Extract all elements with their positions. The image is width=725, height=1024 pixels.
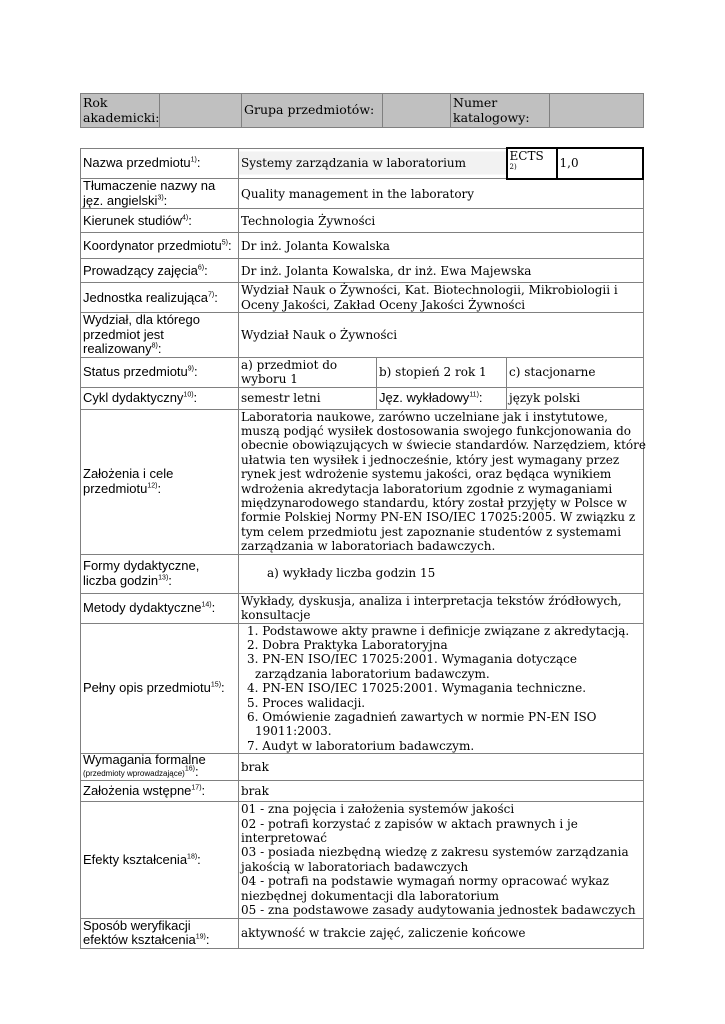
footnote: 7) — [208, 291, 215, 299]
text-line: 02 - potrafi korzystać z zapisów w aktach prawnych i je — [241, 816, 578, 831]
course-table: Nazwa przedmiotu$^{1)}$: Systemy zarządzania w laboratorium ECTS $^{2)}$ 1,0 Tłumaczenie nazwy na jęz. angielski$^{3)}$: Quality management in the laboratory Kierunek studiów$^{4)}$: Technologia Żywności Koordynator przedmiotu$^{5)}$: Dr inż. Jolanta Kowalska Prowadzący zajęcia$^{6)}$: Dr inż. Jolanta Kowalska, dr inż. Ewa Majewska Jednostka realizująca$^{7)}$: Wydział Nauk o Żywności, Kat. Biotechnologii, Mikrobiologii i Oceny Jakości, Zakład Oceny Jakości Żywności Wydział, dla którego przedmiot jest realizowany$^{8)}$: Wydział Nauk o Żywności Status przedmiotu$^{9)}$: a) przedmiot do wyboru 1 b) stopień 2 rok 1 c) stacjonarne Cykl dydaktyczny$^{10)}$: semestr letni Jęz. wykładowy$^{11)}$: język polski Założenia i cele przedmiotu$^{12)}$: Laboratoria naukowe, zarówno uczelniane jak i instytutowe, muszą podjąć wysiłek dostosowania swojego funkcjonowania do obecnie obowiązujących w świecie standardów. Narzędziem, które ułatwia ten wysiłek i jednocześnie, który jest wymagany przez rynek jest wdrożenie systemu jakości, oraz będąca wynikiem wdrożenia akredytacja laboratorium zgodnie z wymaganiami międzynarodowego standardu, który został przyjęty w Polsce w formie Polskiej Normy PN-EN ISO/IEC 17025:2005. W związku z tym celem przedmiotu jest zapoznanie studentów z systemami zarządzania w laboratoriach badawczych. Formy dydaktyczne, liczba godzin$^{13)}$: a) wykłady liczba godzin 15 Metody dydaktyczne$^{14)}$: Wykłady, dyskusja, analiza i interpretacja tekstów źródłowych, konsultacje Pełny opis przedmiotu$^{15)}$: 1. Podstawowe akty prawne i definicje związane z akredytacją. 2. Dobra Praktyka Laboratoryjna 3. PN-EN ISO/IEC 17025:2001. Wymagania dotyczące zarządzania laboratorium badawczym. 4. PN-EN ISO/IEC 17025:2001. Wymagania techniczne. 5. Proces walidacji. 6. Omówienie zagadnień zawartych w normie PN-EN ISO 19011:2003. 7. Audyt w laboratorium badawczym. Wymagania formalne (przedmioty wprowadzające)$^{16)}$: brak Założenia wstępne$^{17)}$: brak Efekty kształcenia$^{18)}$: 01 - zna pojęcia i założenia systemów jakości 02 - potrafi korzystać z zapisów w aktach prawnych i je interpretować 03 - posiada niezbędną wiedzę z zakresu systemów zarządzania jakością w laboratoriach badawczych 04 - potrafi na podstawie wymagań normy opracować wykaz niezbędnej dokumentacji dla laboratorium 05 - zna podstawowe zasady audytowania jednostek badawczych Sposób weryfikacji efektów kształcenia$^{19)}$: aktywność w trakcie zajęć, zaliczenie końcowe — [80, 147, 644, 949]
text-line: wdrożenia akredytacja laboratorium zgodnie z wymaganiami — [241, 481, 613, 496]
label: Cykl dydaktyczny — [83, 389, 184, 405]
zal-value — [239, 409, 644, 554]
footnote: 5) — [221, 239, 228, 247]
prow-value: Dr inż. Jolanta Kowalska, dr inż. Ewa Majewska — [239, 259, 644, 283]
text-line: Wydział Nauk o Żywności, Kat. Biotechnologii, Mikrobiologii i — [241, 283, 618, 298]
footnote: 16) — [184, 765, 195, 773]
wydz-value: Wydział Nauk o Żywności — [239, 313, 644, 357]
text-line: interpretować — [241, 831, 327, 846]
footnote: 15) — [210, 681, 222, 689]
efekty-value — [239, 802, 644, 918]
koord-value: Dr inż. Jolanta Kowalska — [239, 233, 644, 259]
footnote: 18) — [187, 853, 198, 861]
label: Sposób weryfikacji efektów kształcenia — [83, 917, 196, 947]
label: Efekty kształcenia — [83, 851, 188, 867]
jez-value: język polski — [507, 387, 643, 409]
footnote: 8) — [151, 342, 158, 350]
footnote: 13) — [158, 574, 169, 582]
ects-label: ECTS — [509, 149, 544, 163]
footnote: 2) — [509, 163, 517, 172]
text-line: 05 - zna podstawowe zasady audytowania jednostek badawczych — [241, 903, 636, 918]
footnote: 3) — [157, 194, 164, 202]
text-line: 04 - potrafi na podstawie wymagań normy opracować wykaz — [241, 874, 609, 889]
text-line: formie Polskiej Normy PN-EN ISO/IEC 17025:2005. W związku z — [241, 510, 636, 525]
kierunek-value: Technologia Żywności — [239, 209, 644, 233]
grupa-field[interactable] — [383, 94, 451, 128]
footnote: 19) — [195, 933, 206, 941]
footnote: 6) — [197, 264, 205, 272]
footnote: 1) — [190, 156, 197, 164]
text-line: zarządzania laboratorium badawczym. — [255, 666, 490, 681]
label: Wydział, dla którego przedmiot jest realizowany — [83, 312, 200, 357]
zalw-value: brak — [239, 781, 644, 802]
text-line: Oceny Jakości, Zakład Oceny Jakości Żywności — [241, 297, 526, 312]
footnote: 12) — [147, 482, 158, 490]
tlum-value: Quality management in the laboratory — [239, 179, 644, 209]
numer-field[interactable] — [550, 94, 644, 128]
text-line: obecnie obowiązujących w świecie standardów. Narzędziem, które — [241, 438, 646, 453]
label: Prowadzący zajęcia — [83, 262, 198, 278]
text-line: jakością w laboratoriach badawczych — [241, 859, 469, 874]
footnote: 14) — [201, 601, 212, 609]
row-nazwa: Nazwa przedmiotu$^{1)}$: Systemy zarządzania w laboratorium ECTS $^{2)}$ 1,0 — [81, 148, 644, 179]
label: Kierunek studiów — [83, 212, 182, 228]
status-c: c) stacjonarne — [507, 357, 643, 387]
label: Tłumaczenie nazwy na jęz. angielski — [83, 178, 216, 208]
label: Nazwa przedmiotu — [83, 155, 191, 171]
status-b: b) stopień 2 rok 1 — [377, 357, 507, 387]
text-line: 1. Podstawowe akty prawne i definicje związane z akredytacją. — [247, 623, 630, 638]
sposob-value: aktywność w trakcie zajęć, zaliczenie końcowe — [239, 918, 644, 948]
label: Założenia i cele przedmiotu — [83, 466, 174, 496]
text-line: 5. Proces walidacji. — [247, 695, 366, 710]
text-line: niezbędnej dokumentacji dla laboratorium — [241, 888, 500, 903]
label: Jednostka realizująca — [83, 289, 209, 305]
text-line: 01 - zna pojęcia i założenia systemów jakości — [241, 802, 515, 817]
grupa-label: Grupa przedmiotów: — [242, 94, 383, 128]
text-line: 03 - posiada niezbędną wiedzę z zakresu systemów zarządzania — [241, 845, 629, 860]
footnote: 10) — [183, 391, 194, 399]
text-line: tym celem przedmiotu jest zapoznanie studentów z systemami — [241, 524, 622, 539]
status-a: a) przedmiot do wyboru 1 — [239, 357, 377, 387]
text-line: międzynarodowego standardu, który został przyjęty w Polsce w — [241, 495, 628, 510]
footnote: 4) — [182, 214, 189, 222]
text-line: ułatwia ten wysiłek i jednocześnie, który jest wymagany przez — [241, 452, 620, 467]
ects-value: 1,0 — [557, 148, 643, 179]
label: Wymagania formalne — [83, 752, 206, 768]
label: Status przedmiotu — [83, 363, 188, 379]
rok-field[interactable] — [160, 94, 242, 128]
cykl-value: semestr letni — [239, 387, 377, 409]
label: Formy dydaktyczne, liczba godzin — [83, 558, 200, 588]
metody-value — [239, 593, 644, 623]
text-line: muszą podjąć wysiłek dostosowania swojego funkcjonowania do — [241, 423, 631, 438]
text-line: Laboratoria naukowe, zarówno uczelniane jak i instytutowe, — [241, 409, 608, 424]
numer-label: Numer katalogowy: — [451, 94, 550, 128]
text-line: 2. Dobra Praktyka Laboratoryjna — [247, 638, 448, 652]
text-line: 7. Audyt w laboratorium badawczym. — [247, 738, 475, 753]
text-line: Wykłady, dyskusja, analiza i interpretacja tekstów źródłowych, — [241, 593, 622, 608]
label-note: (przedmioty wprowadzające) — [83, 769, 185, 779]
footnote: 17) — [191, 784, 202, 792]
nazwa-value: Systemy zarządzania w laboratorium — [239, 148, 507, 179]
text-line: 19011:2003. — [255, 724, 332, 739]
text-line: rynek jest wdrożenie systemu jakości, oraz będąca wynikiem — [241, 467, 612, 482]
wym-value: brak — [239, 754, 644, 781]
footnote: 11) — [469, 391, 479, 399]
text-line: 6. Omówienie zagadnień zawartych w normie PN-EN ISO — [247, 710, 597, 725]
text-line: konsultacje — [241, 608, 311, 623]
header-table — [80, 93, 644, 128]
text-line: 3. PN-EN ISO/IEC 17025:2001. Wymagania dotyczące — [247, 652, 577, 667]
opis-value — [239, 623, 644, 754]
rok-label: Rok akademicki: — [81, 94, 160, 128]
label: Założenia wstępne — [83, 783, 192, 799]
jez-label: Jęz. wykładowy — [379, 389, 470, 405]
formy-value: a) wykłady liczba godzin 15 — [239, 554, 644, 593]
label: Pełny opis przedmiotu — [83, 680, 211, 696]
text-line: 4. PN-EN ISO/IEC 17025:2001. Wymagania techniczne. — [247, 681, 587, 696]
label: Metody dydaktyczne — [83, 599, 202, 615]
footnote: 9) — [187, 365, 195, 373]
jedn-value — [239, 283, 644, 313]
text-line: zarządzania w laboratoriach badawczych. — [241, 539, 496, 554]
label: Koordynator przedmiotu — [83, 237, 222, 253]
